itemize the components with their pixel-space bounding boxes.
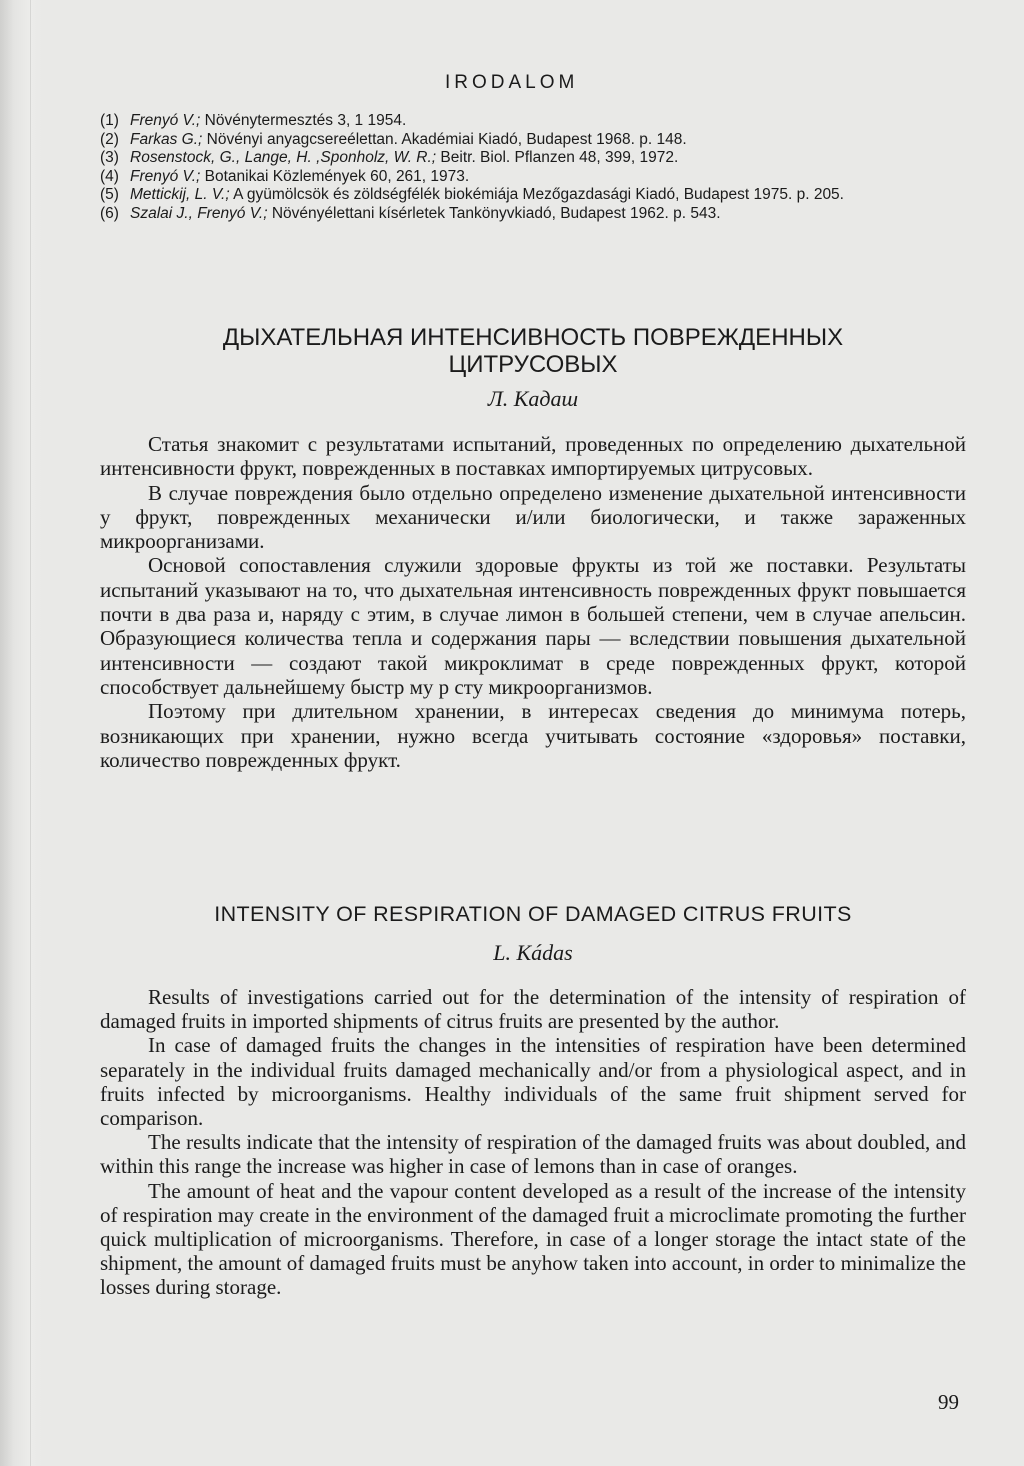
reference-item [100, 186, 966, 205]
english-title: INTENSITY OF RESPIRATION OF DAMAGED CITRUS FRUITS [214, 902, 852, 926]
reference-author: Mettickij, L. V.; [130, 186, 230, 204]
reference-number: (3) [100, 149, 119, 167]
reference-number: (2) [100, 130, 119, 148]
reference-text: Növényi anyagcsereélettan. Akadémiai Kiadó, Budapest 1968. p. 148. [202, 130, 687, 148]
reference-author: Rosenstock, G., Lange, H. ,Sponholz, W. R.; [130, 149, 437, 167]
russian-title-line: ЦИТРУСОВЫХ [448, 351, 618, 378]
abstract-paragraph: Results of investigations carried out for the determination of the intensity of respiration of damaged fruits in imported shipments of citrus fruits are presented by the author. [100, 985, 966, 1034]
reference-text: Beitr. Biol. Pflanzen 48, 399, 1972. [436, 149, 679, 167]
reference-item [100, 112, 966, 131]
russian-abstract [100, 432, 966, 772]
abstract-paragraph: Основой сопоставления служили здоровые фрукты из той же поставки. Результаты испытаний указывают на то, что дыхательная интенсивность поврежденных фрукт повышается почти в два раза и, наряду с этим, в случае лимон в большей степени, чем в случае апельсин. Образующиеся количества тепла и содержания пары — вследствии повышения дыхательной интенсивности — создают такой микроклимат в среде поврежденных фрукт, которой способствует дальнейшему быстр му р сту микроорганизмов. [100, 553, 966, 699]
reference-text: Növényélettani kísérletek Tankönyvkiadó, Budapest 1962. p. 543. [267, 204, 721, 222]
russian-title-line: ДЫХАТЕЛЬНАЯ ИНТЕНСИВНОСТЬ ПОВРЕЖДЕННЫХ [222, 324, 844, 351]
reference-number: (6) [100, 204, 119, 222]
abstract-paragraph: В случае повреждения было отдельно определено изменение дыхательной интенсивности у фрукт, поврежденных механически и/или биологически, и также зараженных микроорганизами. [100, 480, 966, 554]
abstract-paragraph: The results indicate that the intensity of respiration of the damaged fruits was about doubled, and within this range the increase was higher in case of lemons than in case of oranges. [100, 1130, 966, 1179]
abstract-paragraph: Поэтому при длительном хранении, в интересах сведения до минимума потерь, возникающих при хранении, нужно всегда учитывать состояние «здоровья» поставки, количество поврежденных фрукт. [100, 699, 966, 772]
reference-item [100, 131, 966, 150]
reference-item [100, 205, 966, 224]
reference-text: Növénytermesztés 3, 1 1954. [200, 112, 407, 129]
reference-text: Botanikai Közlemények 60, 261, 1973. [200, 167, 470, 185]
reference-author: Frenyó V.; [130, 112, 201, 129]
english-author: L. Kádas [493, 940, 573, 965]
abstract-paragraph: Статья знакомит с результатами испытаний, проведенных по определению дыхательной интенсивности фрукт, поврежденных в поставках импортируемых цитрусовых. [100, 432, 966, 481]
abstract-paragraph: In case of damaged fruits the changes in the intensities of respiration have been determined separately in the individual fruits damaged mechanically and/or from a physiological aspect, and in fruits infected by microorganisms. Healthy individuals of the same fruit shipment served for comparison. [100, 1033, 966, 1131]
reference-number: (5) [100, 186, 119, 204]
english-abstract [100, 985, 966, 1300]
page-binding-edge [0, 0, 42, 1466]
reference-author: Szalai J., Frenyó V.; [130, 204, 268, 222]
reference-number: (4) [100, 167, 119, 185]
references-heading: IRODALOM [445, 72, 579, 93]
reference-text: A gyümölcsök és zöldségfélék biokémiája Mezőgazdasági Kiadó, Budapest 1975. p. 205. [229, 186, 844, 204]
reference-item [100, 149, 966, 168]
reference-item [100, 168, 966, 187]
russian-title [100, 324, 966, 378]
page-number: 99 [938, 1390, 959, 1414]
reference-number: (1) [100, 112, 119, 129]
references-list [100, 112, 966, 224]
abstract-paragraph: The amount of heat and the vapour content developed as a result of the increase of the intensity of respiration may create in the environment of the damaged fruit a microclimate promoting the further quick multiplication of microorganisms. Therefore, in case of a longer storage the intact state of the shipment, the amount of damaged fruits must be anyhow taken into account, in order to minimalize the losses during storage. [100, 1178, 966, 1300]
reference-author: Farkas G.; [130, 130, 203, 148]
russian-author: Л. Кадаш [487, 386, 579, 411]
reference-author: Frenyó V.; [130, 167, 201, 185]
